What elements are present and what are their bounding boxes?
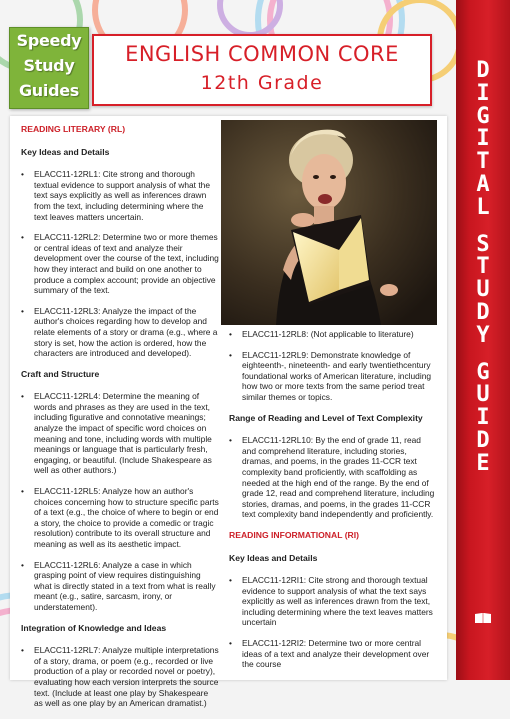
standard-item: • ELACC11-12RL5: Analyze how an author's choices concerning how to structure specific parts of a text (e.g., the choice of where to begin or end a story, the choice to provide a comedic or tragic resolution) contribute to its overall structure and meaning as well as its aesthetic impact. <box>21 486 219 550</box>
heading-key-ideas: Key Ideas and Details <box>21 146 110 157</box>
standard-item: • ELACC11-12RI2: Determine two or more central ideas of a text and analyze their development over the course <box>229 638 435 670</box>
ribbon-letter: D <box>476 427 490 453</box>
ribbon-letter: U <box>476 277 490 303</box>
section-title-reading-informational: READING INFORMATIONAL (RI) <box>229 529 360 540</box>
page-content <box>10 116 447 709</box>
standard-item: • ELACC11-12RL2: Determine two or more themes or central ideas of text and analyze their development over the course of the text, including how they interact and build on one another to produce a complex account; provide an objective summary of the text. <box>21 232 219 296</box>
ribbon-letter: Y <box>476 322 490 348</box>
side-ribbon <box>456 0 510 680</box>
woman-reading-book-photo <box>221 120 437 325</box>
ribbon-letter: E <box>476 450 490 476</box>
ribbon-letter: G <box>476 359 490 385</box>
ribbon-letter: U <box>476 382 490 408</box>
ribbon-letter: S <box>476 231 490 257</box>
book-title: ENGLISH COMMON CORE <box>125 42 399 66</box>
standard-item: • ELACC11-12RL7: Analyze multiple interpretations of a story, drama, or poem (e.g., recorded or live production of a play or recorded novel or poetry), evaluating how each version interprets the source text. (Include at least one play by Shakespeare as well as one play by an American dramatist.) <box>21 645 219 709</box>
heading-craft-structure: Craft and Structure <box>21 368 100 379</box>
logo-line-2: Study <box>23 56 75 75</box>
ribbon-letter: T <box>476 254 490 280</box>
book-icon <box>474 612 492 624</box>
standard-item: • ELACC11-12RL10: By the end of grade 11, read and comprehend literature, including stories, dramas, and poems, in the grades 11-CCR text complexity band proficiently, with scaffolding as needed at the high end of the range. By the end of grade 12, read and comprehend literature, including stories, dramas, and poems, in the grades 11-CCR text complexity band independently and proficiently. <box>229 435 435 520</box>
section-title-reading-literary: READING LITERARY (RL) <box>21 124 126 134</box>
logo-line-1: Speedy <box>16 31 82 50</box>
logo-line-3: Guides <box>18 81 80 100</box>
ribbon-letter: I <box>476 80 490 106</box>
ribbon-letter: I <box>476 126 490 152</box>
standard-item: • ELACC11-12RL9: Demonstrate knowledge of eighteenth-, nineteenth- and early twentiethcentury foundational works of American literature, including how two or more texts from the same period treat similar themes or topics. <box>229 350 435 403</box>
standard-item: • ELACC11-12RL1: Cite strong and thorough textual evidence to support analysis of what the text says explicitly as well as inferences drawn from the text, including determining where the text leaves matters uncertain. <box>21 169 219 222</box>
heading-range-of-reading: Range of Reading and Level of Text Complexity <box>229 412 423 423</box>
heading-integration: Integration of Knowledge and Ideas <box>21 622 167 633</box>
right-column <box>229 329 435 680</box>
ribbon-letter: G <box>476 103 490 129</box>
standard-item: • ELACC11-12RI1: Cite strong and thorough textual evidence to support analysis of what the text says explicitly as well as inferences drawn from the text, including determining where the text leaves matters uncertain <box>229 575 435 628</box>
ribbon-letter: L <box>476 194 490 220</box>
ribbon-letter: D <box>476 299 490 325</box>
ribbon-letter: T <box>476 149 490 175</box>
left-column <box>21 124 219 719</box>
ribbon-letter: I <box>476 405 490 431</box>
title-box <box>92 34 432 106</box>
standard-item: • ELACC11-12RL4: Determine the meaning of words and phrases as they are used in the text, including figurative and connotative meanings; analyze the impact of specific word choices on meaning and tone, including words with multiple meanings or language that is particularly fresh, engaging, or beautiful. (Include Shakespeare as well as other authors.) <box>21 391 219 476</box>
ribbon-vertical-text <box>456 60 510 476</box>
ribbon-letter: D <box>476 58 490 83</box>
standard-item: • ELACC11-12RL3: Analyze the impact of the author's choices regarding how to develop and relate elements of a story or drama (e.g., where a story is set, how the action is ordered, how the characters are introduced and developed). <box>21 306 219 359</box>
standard-item: • ELACC11-12RL6: Analyze a case in which grasping point of view requires distinguishing what is directly stated in a text from what is really meant (e.g., satire, sarcasm, irony, or understatement). <box>21 560 219 613</box>
speedy-study-guides-logo <box>9 27 89 109</box>
ribbon-letter: A <box>476 171 490 197</box>
book-subtitle: 12th Grade <box>200 72 324 94</box>
heading-key-ideas-informational: Key Ideas and Details <box>229 552 318 563</box>
standard-item: • ELACC11-12RL8: (Not applicable to literature) <box>229 329 435 340</box>
